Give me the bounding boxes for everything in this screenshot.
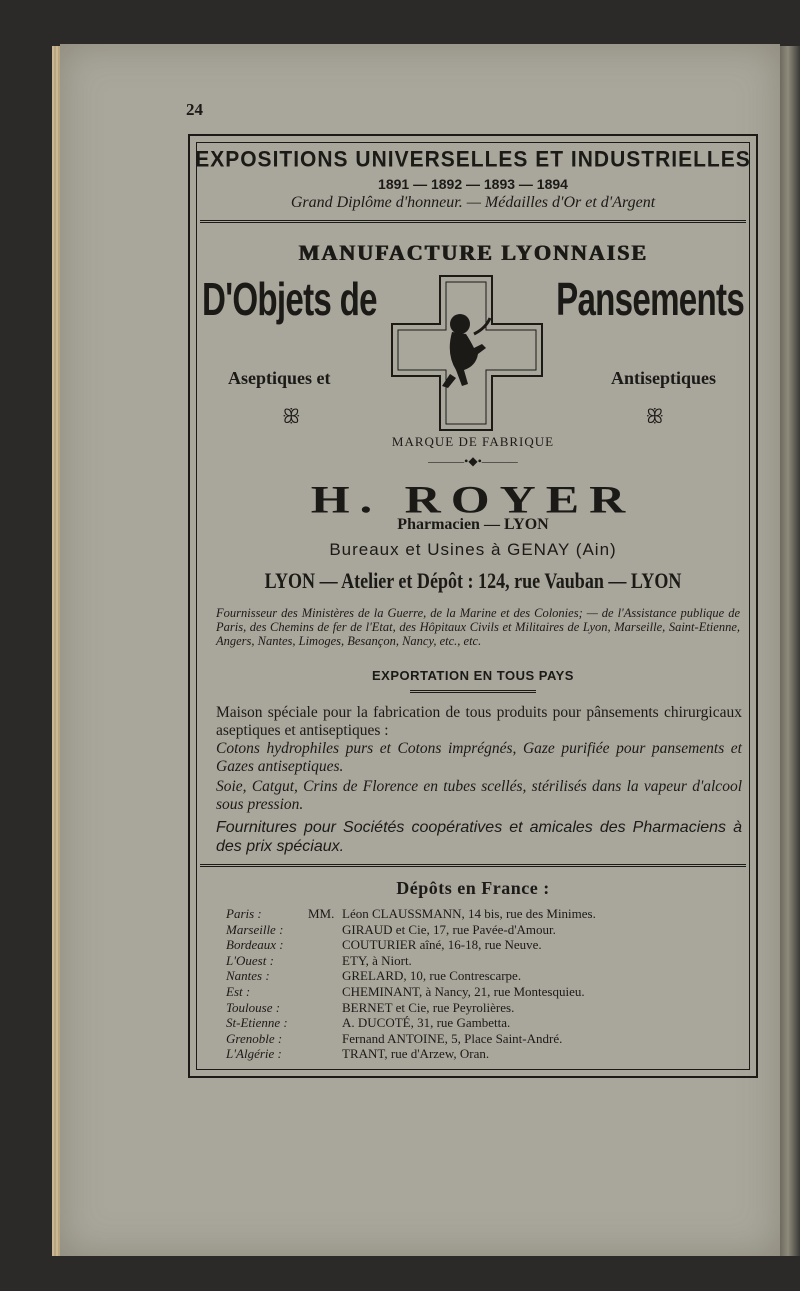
depot-row: Grenoble : Fernand ANTOINE, 5, Place Saint-André.: [226, 1030, 563, 1046]
advertisement-frame: [188, 134, 758, 1078]
pansements-heading: Pansements: [556, 273, 744, 325]
awards-line: Grand Diplôme d'honneur. — Médailles d'Or et d'Argent: [290, 194, 656, 211]
depot-row: L'Algérie : TRANT, rue d'Arzew, Oran.: [226, 1046, 490, 1062]
cotton-paragraph: Cotons hydrophiles purs et Cotons imprégnés, Gaze purifiée pour pansements et Gazes antiseptiques.: [216, 740, 742, 775]
page-number: 24: [186, 100, 203, 119]
depots-title: Dépôts en France :: [396, 878, 550, 898]
cross-trademark-icon: [390, 274, 546, 434]
depot-row: Est : CHEMINANT, à Nancy, 21, rue Montesquieu.: [226, 983, 585, 999]
header-divider: [200, 220, 746, 223]
ornamental-divider: ———•◆•———: [428, 454, 518, 468]
lion-icon: [442, 314, 490, 388]
export-divider: [410, 690, 536, 693]
address-line: LYON — Atelier et Dépôt : 124, rue Vauban — LYON: [264, 568, 682, 593]
depot-row: Paris : MM. Léon CLAUSSMANN, 14 bis, rue des Minimes.: [226, 906, 596, 921]
company-name: H. ROYER: [310, 477, 636, 521]
depot-row: St-Etienne : A. DUCOTÉ, 31, rue Gambetta.: [226, 1015, 511, 1031]
description-paragraph: Maison spéciale pour la fabrication de tous produits pour pânsements chirurgicaux aseptiques et antiseptiques :: [216, 704, 742, 739]
export-line: EXPORTATION EN TOUS PAYS: [372, 668, 574, 683]
profession-line: Pharmacien — LYON: [397, 516, 549, 533]
trademark-caption: MARQUE DE FABRIQUE: [391, 434, 555, 449]
facing-page-edge: [780, 46, 800, 1256]
offices-line: Bureaux et Usines à GENAY (Ain): [329, 540, 617, 559]
depot-row: L'Ouest : ETY, à Niort.: [226, 952, 412, 968]
manufacture-title: MANUFACTURE LYONNAISE: [298, 240, 648, 265]
antiseptiques-label: Antiseptiques: [610, 368, 716, 388]
left-ornament-icon: ꕥ: [282, 406, 301, 428]
depot-row: Marseille : GIRAUD et Cie, 17, rue Pavée-d'Amour.: [226, 921, 556, 937]
objects-heading: D'Objets de: [202, 273, 377, 325]
right-ornament-icon: ꕥ: [645, 406, 664, 428]
depot-row: Toulouse : BERNET et Cie, rue Peyrolières.: [226, 999, 515, 1015]
silk-paragraph: Soie, Catgut, Crins de Florence en tubes scellés, stérilisés dans la vapeur d'alcool sous pression.: [216, 778, 742, 813]
exposition-years: 1891 — 1892 — 1893 — 1894: [378, 176, 568, 192]
depot-row: Nantes : GRELARD, 10, rue Contrescarpe.: [226, 968, 522, 984]
aseptiques-label: Aseptiques et: [228, 368, 331, 388]
depots-list: [226, 906, 596, 1062]
depots-divider: [200, 864, 746, 867]
depot-row: Bordeaux : COUTURIER aîné, 16-18, rue Neuve.: [226, 937, 542, 953]
supplies-paragraph: Fournitures pour Sociétés coopératives et amicales des Pharmaciens à des prix spéciaux.: [216, 819, 742, 855]
exposition-title: EXPOSITIONS UNIVERSELLES ET INDUSTRIELLES: [195, 147, 751, 172]
supplier-text: Fournisseur des Ministères de la Guerre, de la Marine et des Colonies; — de l'Assistance publique de Paris, des Chemins de fer de l'Etat, des Hôpitaux Civils et Militaires de Lyon, Marseille, Saint-Etienne, Angers, Nantes, Limoges, Besançon, Nancy, etc., etc.: [216, 606, 740, 648]
